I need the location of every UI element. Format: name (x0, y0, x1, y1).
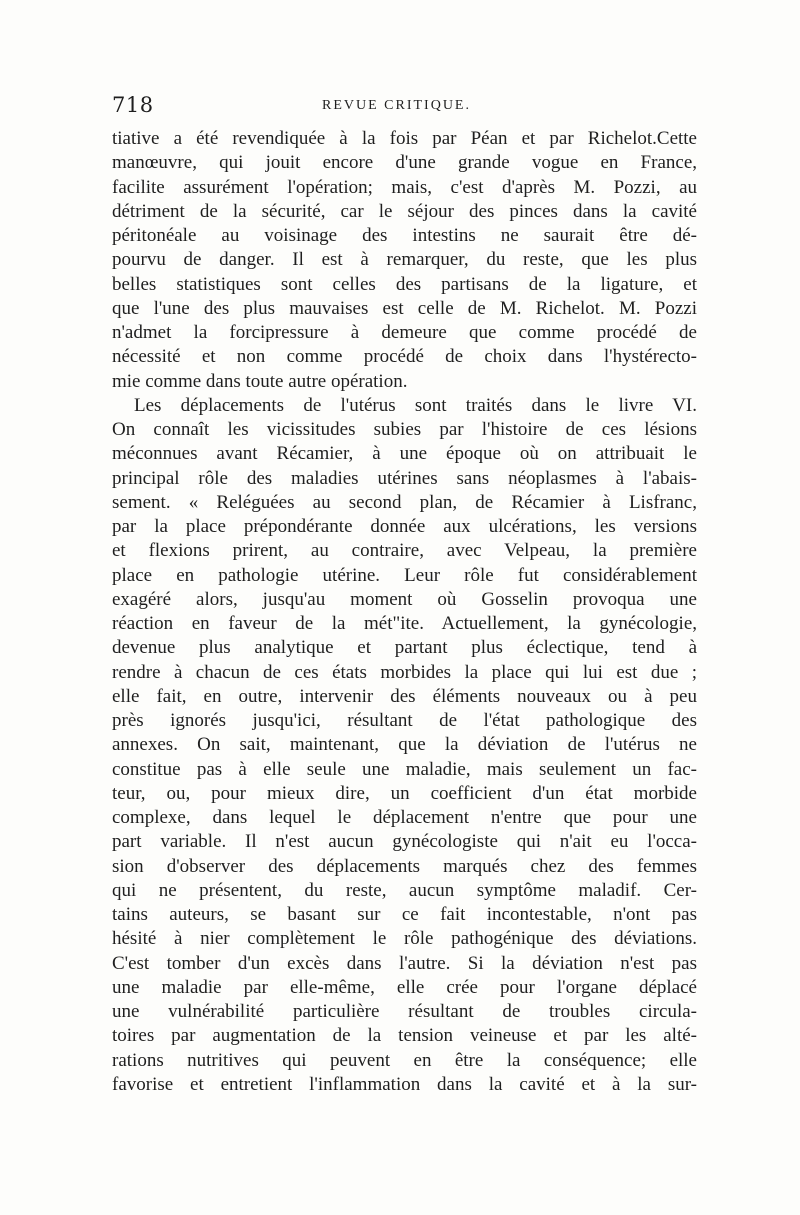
text-line: rendre à chacun de ces états morbides la place qui lui est due ; (112, 661, 697, 683)
page-header (112, 93, 697, 123)
text-line: par la place prépondérante donnée aux ulcérations, les versions (112, 516, 697, 537)
text-line: rations nutritives qui peuvent en être la conséquence; elle (112, 1049, 697, 1071)
text-line: nécessité et non comme procédé de choix dans l'hystérecto- (112, 346, 697, 368)
text-line: pourvu de danger. Il est à remarquer, du reste, que les plus (112, 249, 697, 271)
text-line: annexes. On sait, maintenant, que la déviation de l'utérus ne (112, 734, 697, 756)
text-line: hésité à nier complètement le rôle pathogénique des déviations. (112, 928, 697, 950)
text-line: On connaît les vicissitudes subies par l'histoire de ces lésions (112, 419, 697, 440)
text-line: principal rôle des maladies utérines sans néoplasmes à l'abais- (112, 467, 697, 489)
text-line: réaction en faveur de la mét"ite. Actuellement, la gynécologie, (112, 613, 697, 634)
text-line: mie comme dans toute autre opération. (112, 370, 408, 392)
running-head: REVUE CRITIQUE. (322, 98, 471, 113)
text-line: C'est tomber d'un excès dans l'autre. Si la déviation n'est pas (112, 952, 697, 974)
text-line: favorise et entretient l'inflammation dans la cavité et à la sur- (112, 1073, 697, 1095)
text-line: péritonéale au voisinage des intestins ne saurait être dé- (112, 225, 697, 246)
text-line: devenue plus analytique et partant plus éclectique, tend à (112, 637, 697, 659)
paragraph-first-line: Les déplacements de l'utérus sont traités dans le livre VI. (134, 394, 697, 416)
text-line: détriment de la sécurité, car le séjour des pinces dans la cavité (112, 200, 697, 222)
text-line: manœuvre, qui jouit encore d'une grande vogue en France, (112, 152, 697, 174)
text-line: place en pathologie utérine. Leur rôle fut considérablement (112, 564, 697, 586)
text-line: part variable. Il n'est aucun gynécologiste qui n'ait eu l'occa- (112, 831, 697, 853)
body-text (112, 127, 697, 1097)
page-number: 718 (112, 93, 154, 117)
text-line: toires par augmentation de la tension veineuse et par les alté- (112, 1025, 697, 1047)
text-line: complexe, dans lequel le déplacement n'entre que pour une (112, 807, 697, 828)
text-line: tiative a été revendiquée à la fois par Péan et par Richelot.Cette (112, 128, 697, 149)
text-line: que l'une des plus mauvaises est celle de M. Richelot. M. Pozzi (112, 297, 697, 319)
text-line: n'admet la forcipressure à demeure que comme procédé de (112, 322, 697, 343)
text-line: et flexions prirent, au contraire, avec Velpeau, la première (112, 540, 697, 562)
text-line: tains auteurs, se basant sur ce fait incontestable, n'ont pas (112, 904, 697, 925)
text-line: exagéré alors, jusqu'au moment où Gosselin provoqua une (112, 588, 697, 610)
text-line: sement. « Reléguées au second plan, de Récamier à Lisfranc, (112, 491, 697, 513)
text-line: teur, ou, pour mieux dire, un coefficient d'un état morbide (112, 782, 697, 804)
text-line: qui ne présentent, du reste, aucun symptôme maladif. Cer- (112, 879, 697, 901)
text-line: facilite assurément l'opération; mais, c'est d'après M. Pozzi, au (112, 176, 697, 198)
text-line: près ignorés jusqu'ici, résultant de l'état pathologique des (112, 710, 697, 731)
text-line: elle fait, en outre, intervenir des éléments nouveaux ou à peu (112, 685, 697, 707)
text-line: sion d'observer des déplacements marqués chez des femmes (112, 855, 697, 877)
text-line: une vulnérabilité particulière résultant de troubles circula- (112, 1001, 697, 1022)
text-line: une maladie par elle-même, elle crée pour l'organe déplacé (112, 976, 697, 998)
text-line: méconnues avant Récamier, à une époque où on attribuait le (112, 443, 697, 465)
text-line: belles statistiques sont celles des partisans de la ligature, et (112, 273, 697, 295)
text-line: constitue pas à elle seule une maladie, mais seulement un fac- (112, 758, 697, 780)
